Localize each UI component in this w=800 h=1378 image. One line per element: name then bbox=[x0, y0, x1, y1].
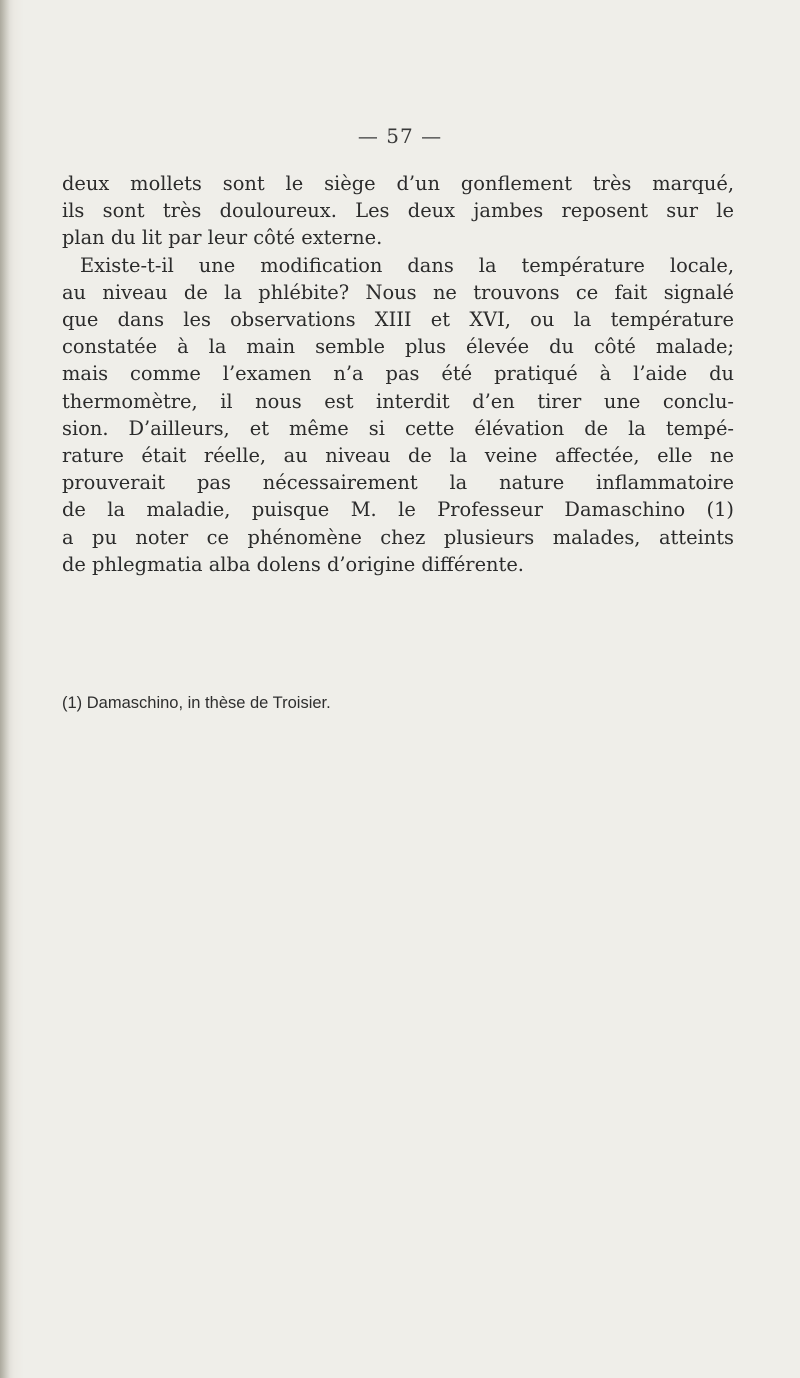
text-line: plan du lit par leur côté externe. bbox=[62, 226, 383, 250]
text-line: rature était réelle, au niveau de la veine affectée, elle ne bbox=[62, 444, 734, 468]
footnote: (1) Damaschino, in thèse de Troisier. bbox=[62, 694, 331, 712]
text-line: mais comme l’examen n’a pas été pratiqué à l’aide du bbox=[62, 362, 734, 386]
page-number: — 57 — bbox=[357, 124, 443, 148]
text-line: ils sont très douloureux. Les deux jambes reposent sur le bbox=[62, 199, 734, 223]
text-line: a pu noter ce phénomène chez plusieurs malades, atteints bbox=[62, 525, 734, 549]
text-line: au niveau de la phlébite? Nous ne trouvons ce fait signalé bbox=[62, 280, 734, 304]
text-line: deux mollets sont le siège d’un gonflement très marqué, bbox=[62, 172, 734, 195]
text-line: que dans les observations XIII et XVI, ou la température bbox=[62, 308, 734, 332]
paragraph-1 bbox=[62, 170, 734, 252]
text-line: de la maladie, puisque M. le Professeur Damaschino (1) bbox=[62, 498, 734, 522]
text-line: constatée à la main semble plus élevée du côté malade; bbox=[62, 335, 734, 359]
text-line: Existe-t-il une modification dans la température locale, bbox=[80, 253, 734, 277]
paragraph-2 bbox=[62, 252, 734, 578]
body-text bbox=[62, 170, 734, 578]
text-line: sion. D’ailleurs, et même si cette élévation de la tempé- bbox=[62, 416, 734, 440]
text-line: prouverait pas nécessairement la nature inflammatoire bbox=[62, 471, 734, 495]
text-line: de phlegmatia alba dolens d’origine différente. bbox=[62, 552, 524, 576]
text-line: thermomètre, il nous est interdit d’en tirer une conclu- bbox=[62, 389, 734, 413]
binding-shadow bbox=[0, 0, 10, 1378]
